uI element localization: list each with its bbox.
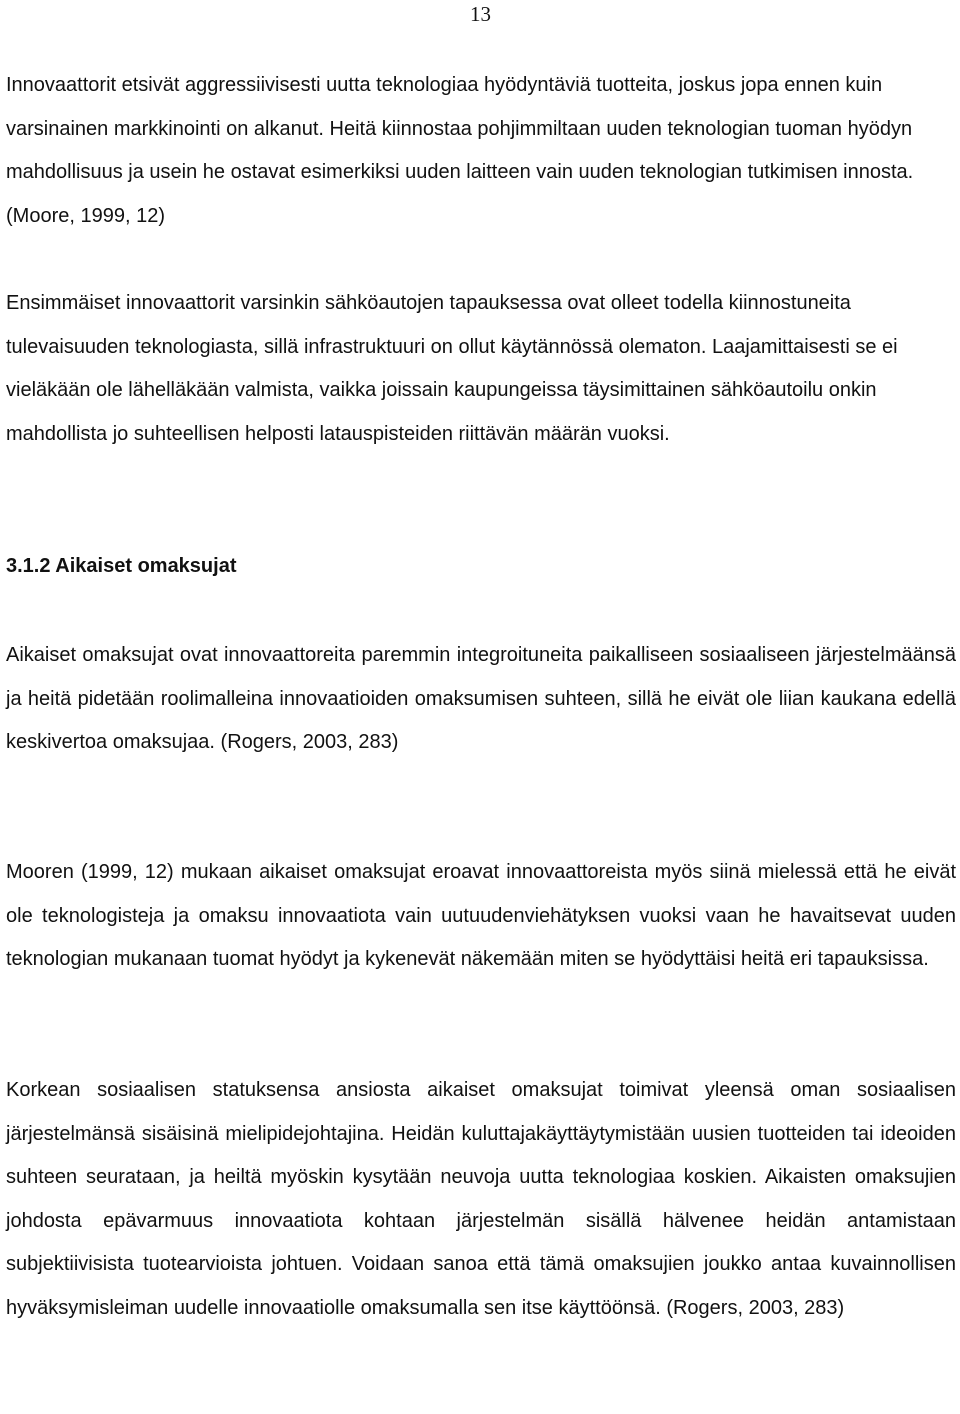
paragraph-early-adopters: Aikaiset omaksujat ovat innovaattoreita paremmin integroituneita paikalliseen sosiaaliseen järjestelmäänsä ja heitä pidetään roolimalleina innovaatioiden omaksumisen suhteen, sillä he eivät ole liian kaukana edellä keskivertoa omaksujaa. (Rogers, 2003, 283): [6, 644, 956, 753]
page-number: 13: [470, 2, 491, 26]
paragraph-ev-innovators: Ensimmäiset innovaattorit varsinkin sähköautojen tapauksessa ovat olleet todella kiinnostuneita tulevaisuuden teknologiasta, sillä infrastruktuuri on ollut käytännössä olematon. Laajamittaisesti se ei vieläkään ole lähelläkään valmista, vaikka joissain kaupungeissa täysimittainen sähköautoilu onkin mahdollista jo suhteellisen helposti latauspisteiden riittävän määrän vuoksi.: [6, 292, 898, 445]
section-heading: 3.1.2 Aikaiset omaksujat: [6, 555, 237, 577]
paragraph-moore-early-adopters: Mooren (1999, 12) mukaan aikaiset omaksujat eroavat innovaattoreista myös siinä mielessä että he eivät ole teknologisteja ja omaksu innovaatiota vain uutuudenviehätyksen vuoksi vaan he havaitsevat uuden teknologian mukanaan tuomat hyödyt ja kykenevät näkemään miten se hyödyttäisi heitä eri tapauksissa.: [6, 861, 956, 970]
paragraph-opinion-leaders: Korkean sosiaalisen statuksensa ansiosta aikaiset omaksujat toimivat yleensä oman sosiaalisen järjestelmänsä sisäisinä mielipidejohtajina. Heidän kuluttajakäyttäytymistään uusien tuotteiden tai ideoiden suhteen seurataan, ja heiltä myöskin kysytään neuvoja uutta teknologiaa koskien. Aikaisten omaksujien johdosta epävarmuus innovaatiota kohtaan järjestelmän sisällä hälvenee heidän antamistaan subjektiivisista tuotearvioista johtuen. Voidaan sanoa että tämä omaksujien joukko antaa kuvainnollisen hyväksymisleiman uudelle innovaatiolle omaksumalla sen itse käyttöönsä. (Rogers, 2003, 283): [6, 1079, 956, 1319]
paragraph-innovators: Innovaattorit etsivät aggressiivisesti uutta teknologiaa hyödyntäviä tuotteita, joskus jopa ennen kuin varsinainen markkinointi on alkanut. Heitä kiinnostaa pohjimmiltaan uuden teknologian tuoman hyödyn mahdollisuus ja usein he ostavat esimerkiksi uuden laitteen vain uuden teknologian tutkimisen innosta. (Moore, 1999, 12): [6, 74, 914, 227]
